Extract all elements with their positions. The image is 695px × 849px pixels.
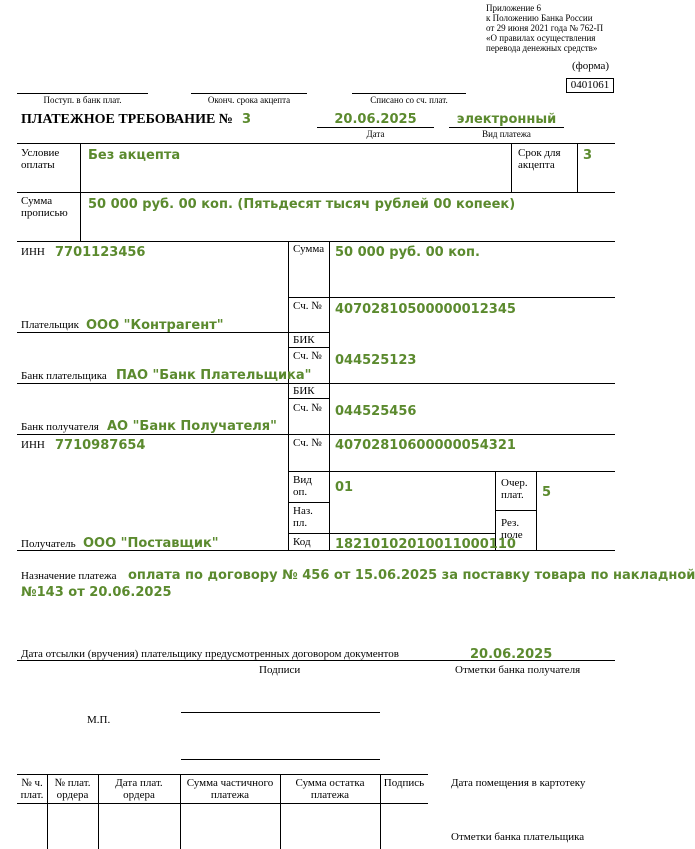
payer-bank: ПАО "Банк Плательщика"	[116, 368, 312, 383]
docs-sent-date: 20.06.2025	[470, 647, 553, 662]
payer-bank-label: Банк плательщика	[21, 370, 107, 382]
appendix-line: к Положению Банка России	[486, 13, 593, 23]
signature-line	[181, 712, 380, 713]
payee-inn: 7710987654	[55, 438, 146, 453]
col-header-partial-sum: Сумма частичного платежа	[186, 777, 274, 801]
payer-account-label: Сч. №	[293, 300, 322, 312]
col-header-order-number: № плат. ордера	[54, 777, 91, 801]
op-type: 01	[335, 480, 354, 495]
payer-bik: 044525123	[335, 353, 417, 368]
sum-value: 50 000 руб. 00 коп.	[335, 245, 480, 260]
payee-name: ООО "Поставщик"	[83, 536, 219, 551]
payer-inn-label: ИНН	[21, 246, 45, 258]
payee-bank-marks: Отметки банка получателя	[455, 664, 581, 676]
payer-bank-marks: Отметки банка плательщика	[451, 831, 585, 843]
card-date-label: Дата помещения в картотеку	[451, 777, 586, 789]
appendix-note	[486, 3, 603, 53]
payee-account-label: Сч. №	[293, 437, 322, 449]
appendix-line: перевода денежных средств»	[486, 43, 598, 53]
purpose-line2: №143 от 20.06.2025	[21, 585, 172, 600]
condition-value: Без акцепта	[88, 148, 181, 163]
col-header-remaining-sum: Сумма остатка платежа	[295, 777, 365, 801]
payer-bik-label: БИК	[293, 334, 315, 346]
payee-inn-label: ИНН	[21, 439, 45, 451]
payer-inn: 7701123456	[55, 245, 146, 260]
purpose-code-label: Наз. пл.	[293, 505, 313, 529]
acceptance-term-value: 3	[583, 148, 593, 163]
payee-name-label: Получатель	[21, 538, 76, 550]
document-title: ПЛАТЕЖНОЕ ТРЕБОВАНИЕ №	[21, 112, 233, 127]
form-label: (форма)	[572, 60, 610, 72]
payee-bank-account-label: Сч. №	[293, 402, 322, 414]
payment-type: электронный	[456, 112, 557, 127]
queue-value: 5	[542, 485, 552, 500]
signatures-label: Подписи	[259, 664, 301, 676]
payer-name-label: Плательщик	[21, 319, 79, 331]
payee-bank-name: АО "Банк Получателя"	[107, 419, 277, 434]
document-date: 20.06.2025	[334, 112, 417, 127]
payer-account: 40702810500000012345	[335, 302, 516, 317]
condition-label: Условие оплаты	[21, 147, 60, 171]
debited-label: Списано со сч. плат.	[370, 95, 448, 105]
appendix-line: от 29 июня 2021 года № 762-П	[486, 23, 604, 33]
document-number: 3	[242, 112, 252, 127]
code-label: Код	[293, 536, 311, 548]
payee-bik: 044525456	[335, 404, 417, 419]
purpose-line1: оплата по договору № 456 от 15.06.2025 за поставку товара по накладной	[128, 568, 695, 583]
queue-label: Очер. плат.	[501, 477, 528, 501]
date-label: Дата	[366, 129, 385, 139]
col-header-order-date: Дата плат. ордера	[115, 777, 163, 801]
payer-name: ООО "Контрагент"	[86, 318, 224, 333]
purpose-label: Назначение платежа	[21, 570, 117, 582]
col-header-part-number: № ч. плат.	[20, 777, 44, 801]
acceptance-term-label: Срок для акцепта	[518, 147, 561, 171]
payee-bank-label: Банк получателя	[21, 421, 99, 433]
sum-label: Сумма	[293, 243, 325, 255]
payer-bank-account-label: Сч. №	[293, 350, 322, 362]
appendix-line: Приложение 6	[486, 3, 542, 13]
code-value: 18210102010011000110	[335, 537, 516, 552]
acceptance-end-label: Оконч. срока акцепта	[207, 95, 291, 105]
amount-words-value: 50 000 руб. 00 коп. (Пятьдесят тысяч рублей 00 копеек)	[88, 197, 516, 212]
reserve-label: Рез. поле	[501, 517, 523, 541]
payment-type-label: Вид платежа	[482, 129, 531, 139]
amount-words-label: Сумма прописью	[21, 195, 68, 219]
signature-line	[181, 759, 380, 760]
docs-sent-label: Дата отсылки (вручения) плательщику предусмотренных договором документов	[21, 648, 399, 660]
payee-account: 40702810600000054321	[335, 438, 516, 453]
okud-code: 0401061	[566, 78, 614, 93]
payee-bik-label: БИК	[293, 385, 315, 397]
col-header-signature: Подпись	[383, 777, 425, 789]
stamp-place-label: М.П.	[87, 714, 111, 726]
received-label: Поступ. в банк плат.	[43, 95, 122, 105]
appendix-line: «О правилах осуществления	[486, 33, 596, 43]
op-type-label: Вид оп.	[293, 474, 312, 498]
